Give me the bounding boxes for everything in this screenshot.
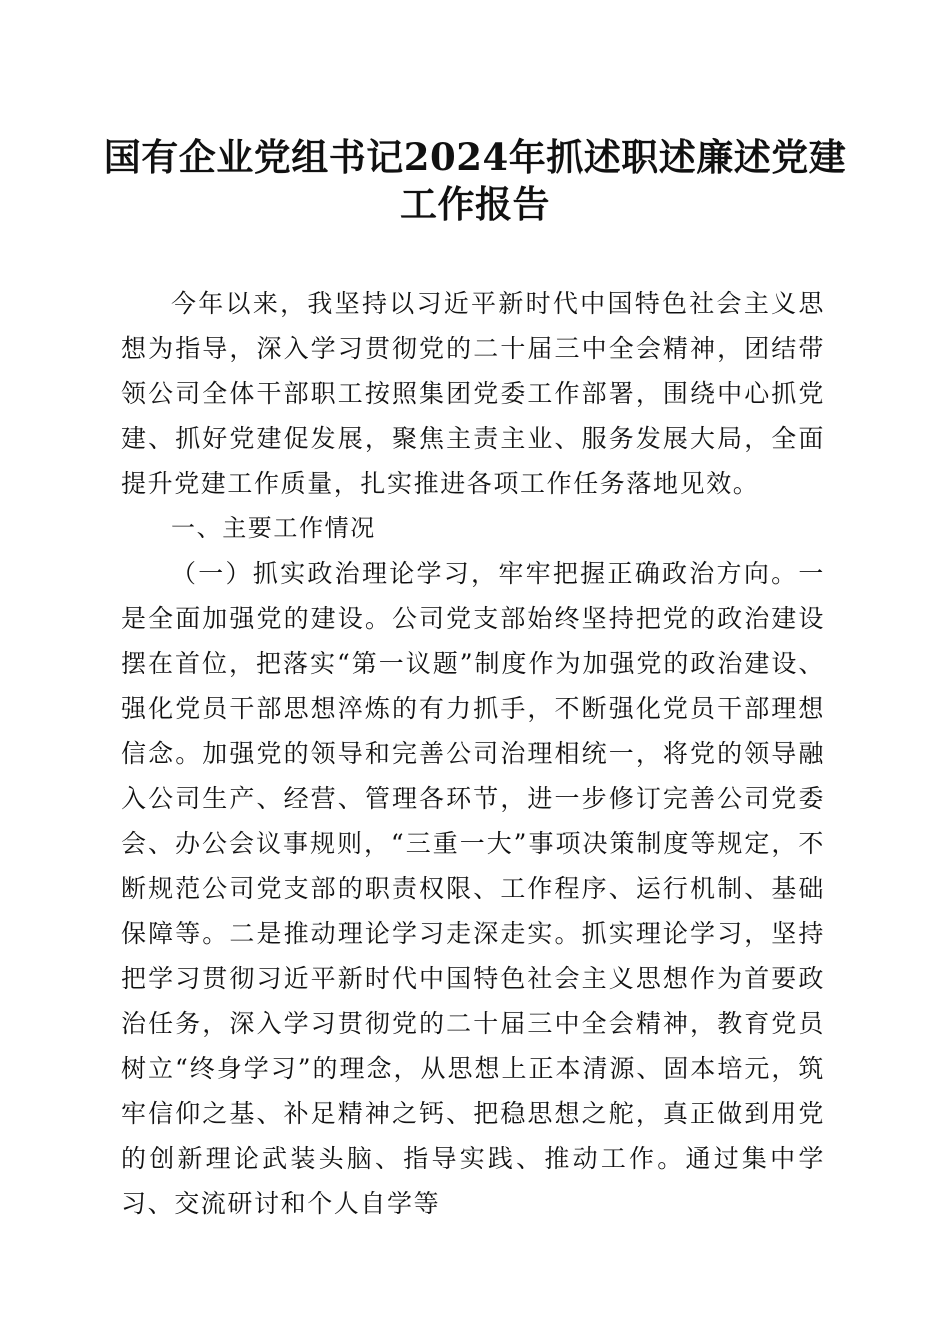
section-heading: 一、主要工作情况 [171, 514, 376, 542]
subsection-heading: （一）抓实政治理论学习，牢牢把握正确政治方向。 [171, 559, 799, 588]
document-title: 国有企业党组书记2024年抓述职述廉述党建工作报告 [103, 135, 847, 226]
document-body [121, 281, 825, 1226]
subsection-text: 一是全面加强党的建设。公司党支部始终坚持把党的政治建设摆在首位，把落实“第一议题”制度作为加强党的政治建设、强化党员干部思想淬炼的有力抓手，不断强化党员干部理想信念。加强党的领导和完善公司治理相统一，将党的领导融入公司生产、经营、管理各环节，进一步修订完善公司党委会、办公会议事规则，“三重一大”事项决策制度等规定，不断规范公司党支部的职责权限、工作程序、运行机制、基础保障等。二是推动理论学习走深走实。抓实理论学习，坚持把学习贯彻习近平新时代中国特色社会主义思想作为首要政治任务，深入学习贯彻党的二十届三中全会精神，教育党员树立“终身学习”的理念，从思想上正本清源、固本培元，筑牢信仰之基、补足精神之钙、把稳思想之舵，真正做到用党的创新理论武装头脑、指导实践、推动工作。通过集中学习、交流研讨和个人自学等 [121, 559, 825, 1218]
subsection-paragraph [121, 551, 825, 1226]
intro-paragraph: 今年以来，我坚持以习近平新时代中国特色社会主义思想为指导，深入学习贯彻党的二十届三中全会精神，团结带领公司全体干部职工按照集团党委工作部署，围绕中心抓党建、抓好党建促发展，聚焦主责主业、服务发展大局，全面提升党建工作质量，扎实推进各项工作任务落地见效。 [121, 289, 825, 498]
